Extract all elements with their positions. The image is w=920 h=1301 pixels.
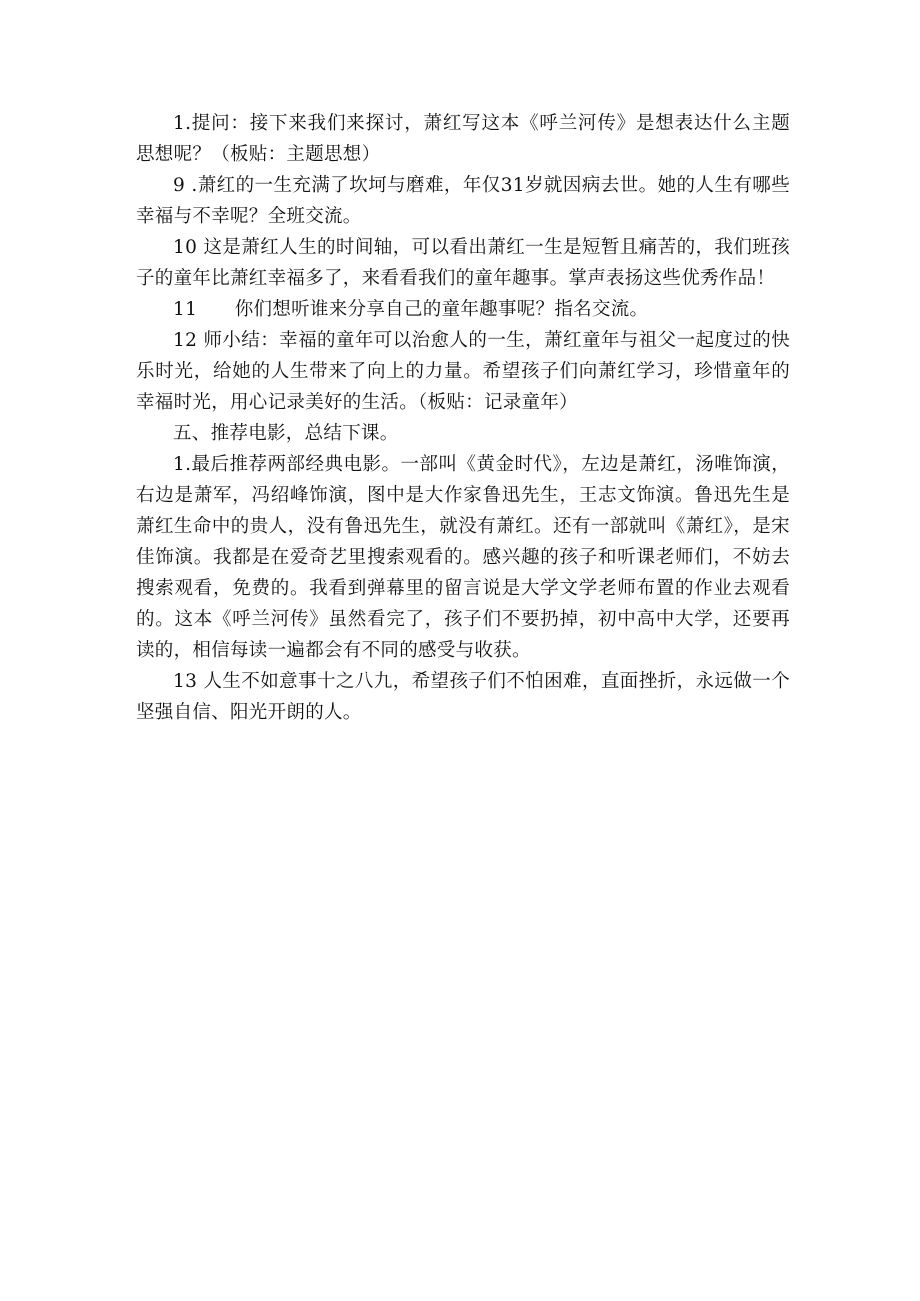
section-heading-five: 五、推荐电影，总结下课。 <box>173 423 399 444</box>
paragraph-xiaohong-life: 9 .萧红的一生充满了坎坷与磨难，年仅31岁就因病去世。她的人生有哪些幸福与不幸呢？全班交流。 <box>136 175 790 227</box>
paragraph-closing: 13 人生不如意事十之八九，希望孩子们不怕困难，直面挫折，永远做一个坚强自信、阳光开朗的人。 <box>136 671 790 723</box>
paragraph-timeline: 10 这是萧红人生的时间轴，可以看出萧红一生是短暂且痛苦的，我们班孩子的童年比萧红幸福多了，来看看我们的童年趣事。掌声表扬这些优秀作品！ <box>136 237 790 289</box>
document-body <box>136 108 790 728</box>
paragraph-teacher-summary: 12 师小结：幸福的童年可以治愈人的一生，萧红童年与祖父一起度过的快乐时光，给她的人生带来了向上的力量。希望孩子们向萧红学习，珍惜童年的幸福时光，用心记录美好的生活。（板贴：记录童年） <box>136 330 790 413</box>
paragraph-question-theme: 1.提问：接下来我们来探讨，萧红写这本《呼兰河传》是想表达什么主题思想呢？（板贴：主题思想） <box>136 113 790 165</box>
paragraph-recommend-films: 1.最后推荐两部经典电影。一部叫《黄金时代》，左边是萧红，汤唯饰演，右边是萧军，冯绍峰饰演，图中是大作家鲁迅先生，王志文饰演。鲁迅先生是萧红生命中的贵人，没有鲁迅先生，就没有萧红。还有一部就叫《萧红》，是宋佳饰演。我都是在爱奇艺里搜索观看的。感兴趣的孩子和听课老师们，不妨去搜索观看，免费的。我看到弹幕里的留言说是大学文学老师布置的作业去观看的。这本《呼兰河传》虽然看完了，孩子们不要扔掉，初中高中大学，还要再读的，相信每读一遍都会有不同的感受与收获。 <box>136 454 790 661</box>
paragraph-share-stories: 11 你们想听谁来分享自己的童年趣事呢？指名交流。 <box>173 299 649 320</box>
